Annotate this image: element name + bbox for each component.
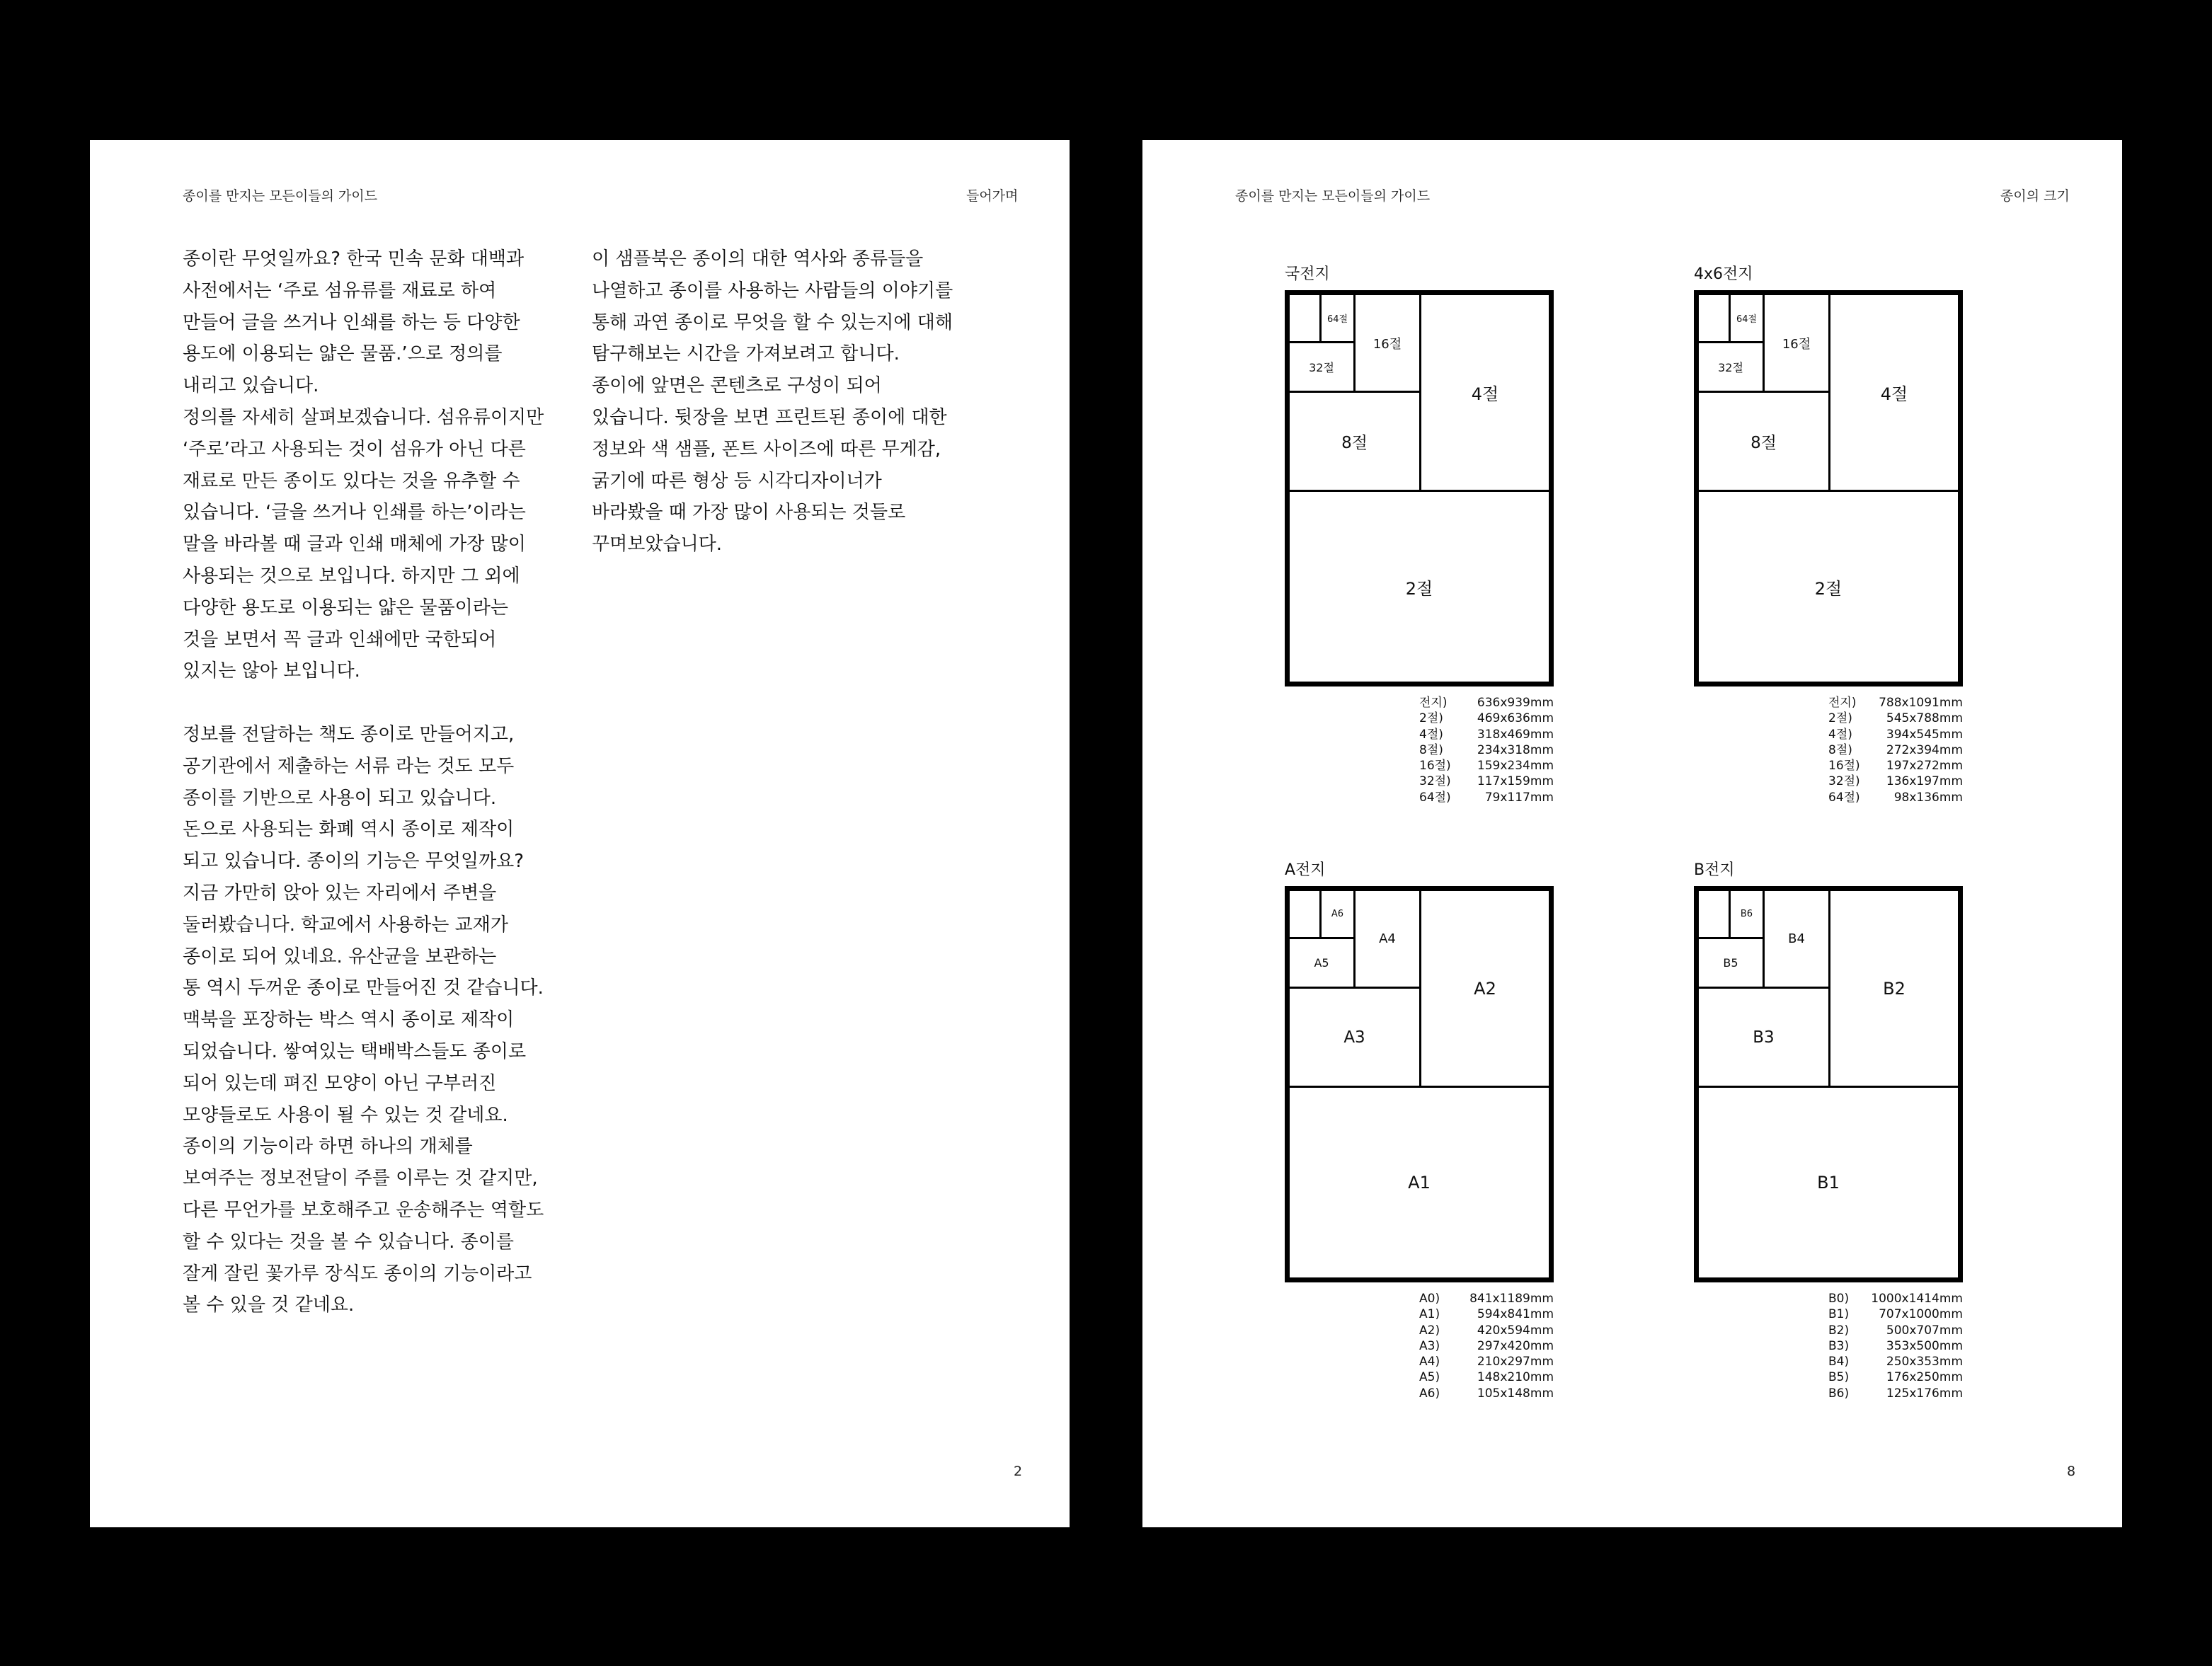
text-line: 보여주는 정보전달이 주를 이루는 것 같지만, <box>183 1168 538 1190</box>
spec-row <box>1419 742 1554 758</box>
size-label: A3 <box>1343 1028 1365 1047</box>
text-line: 되었습니다. 쌓여있는 택배박스들도 종이로 <box>183 1040 527 1062</box>
size-cell-sixtyfourth <box>1319 889 1356 939</box>
text-line: 통해 과연 종이로 무엇을 할 수 있는지에 대해 <box>592 311 953 333</box>
spec-row <box>1419 695 1554 711</box>
paper-size-diagram <box>1694 886 1963 1282</box>
spec-size: 148x210mm <box>1477 1370 1554 1385</box>
spec-size: 234x318mm <box>1477 742 1554 757</box>
spec-row <box>1828 1323 1963 1338</box>
size-label: B2 <box>1883 978 1906 999</box>
text-line: 내리고 있습니다. <box>183 375 319 397</box>
size-label: 2절 <box>1405 578 1433 599</box>
size-cell-eighth <box>1288 391 1421 492</box>
size-label: 4절 <box>1880 384 1908 404</box>
right-page-number: 8 <box>2067 1464 2076 1479</box>
spec-name: B2) <box>1828 1323 1850 1338</box>
spec-size: 500x707mm <box>1886 1323 1963 1338</box>
spec-name: B5) <box>1828 1370 1850 1385</box>
text-line: 종이란 무엇일까요? 한국 민속 문화 대백과 <box>183 248 525 270</box>
size-label: 4절 <box>1471 384 1499 404</box>
chart-title: A전지 <box>1285 861 1326 879</box>
spec-size: 250x353mm <box>1886 1355 1963 1369</box>
right-section-title: 종이의 크기 <box>2000 188 2070 204</box>
spec-size: 788x1091mm <box>1879 696 1963 710</box>
size-cell-smallest <box>1697 293 1731 343</box>
size-label: 2절 <box>1814 578 1843 599</box>
text-line: 이 샘플북은 종이의 대한 역사와 종류들을 <box>592 248 924 270</box>
paper-size-diagram <box>1285 886 1554 1282</box>
text-line: 종이로 되어 있네요. 유산균을 보관하는 <box>183 946 497 967</box>
body-column-1 <box>183 243 544 1321</box>
text-line: 볼 수 있을 것 같네요. <box>183 1294 355 1316</box>
text-line: 용도에 이용되는 얇은 물품.’으로 정의를 <box>183 343 503 365</box>
size-label: B1 <box>1817 1173 1840 1193</box>
spec-name: A6) <box>1419 1386 1440 1401</box>
spec-size: 297x420mm <box>1477 1338 1554 1353</box>
spec-row <box>1828 758 1963 774</box>
text-line: 모양들로도 사용이 될 수 있는 것 같네요. <box>183 1104 508 1126</box>
size-cell-sixteenth <box>1353 889 1421 989</box>
spec-size: 707x1000mm <box>1879 1307 1963 1322</box>
size-cell-half <box>1288 490 1551 684</box>
chart-title: 4x6전지 <box>1694 265 1753 283</box>
paper-size-diagram <box>1285 290 1554 686</box>
paper-size-diagram <box>1694 290 1963 686</box>
size-cell-half <box>1697 1086 1960 1280</box>
spec-name: 32절) <box>1419 774 1451 789</box>
spec-size: 353x500mm <box>1886 1338 1963 1353</box>
text-line: 말을 바라볼 때 글과 인쇄 매체에 가장 많이 <box>183 534 526 556</box>
spec-name: 전지) <box>1419 696 1448 710</box>
size-spec-list <box>1828 695 1963 805</box>
size-cell-sixtyfourth <box>1319 293 1356 343</box>
spec-name: 8절) <box>1419 742 1443 757</box>
text-line: 사전에서는 ‘주로 섬유류를 재료로 하여 <box>183 280 497 301</box>
text-line: 정의를 자세히 살펴보겠습니다. 섬유류이지만 <box>183 406 544 428</box>
spec-size: 79x117mm <box>1484 790 1554 805</box>
text-line: 할 수 있다는 것을 볼 수 있습니다. 종이를 <box>183 1231 514 1253</box>
spec-row <box>1419 1369 1554 1385</box>
spec-size: 318x469mm <box>1477 727 1554 742</box>
size-label: B6 <box>1740 909 1753 919</box>
spec-row <box>1828 711 1963 726</box>
size-label: A2 <box>1474 978 1496 999</box>
spec-size: 210x297mm <box>1477 1355 1554 1369</box>
size-cell-sixtyfourth <box>1729 293 1765 343</box>
text-line: 있습니다. ‘글을 쓰거나 인쇄를 하는’이라는 <box>183 502 526 524</box>
spec-name: A1) <box>1419 1307 1440 1322</box>
spec-name: A2) <box>1419 1323 1440 1338</box>
size-cell-sixteenth <box>1763 293 1830 393</box>
text-line <box>183 687 544 719</box>
spec-row <box>1828 1386 1963 1401</box>
chart-title: 국전지 <box>1285 265 1330 283</box>
text-line: ‘주로’라고 사용되는 것이 섬유가 아닌 다른 <box>183 438 526 460</box>
left-page-number: 2 <box>1014 1464 1023 1479</box>
size-label: 32절 <box>1309 361 1334 374</box>
spec-row <box>1419 1323 1554 1338</box>
text-line: 공기관에서 제출하는 서류 라는 것도 모두 <box>183 755 515 777</box>
spec-row <box>1419 727 1554 742</box>
size-label: 8절 <box>1750 434 1777 452</box>
spec-name: A5) <box>1419 1370 1440 1385</box>
spec-size: 636x939mm <box>1477 696 1554 710</box>
text-line: 돈으로 사용되는 화폐 역시 종이로 제작이 <box>183 819 515 841</box>
spec-name: 64절) <box>1419 790 1451 805</box>
size-cell-thirtysecond <box>1288 341 1356 393</box>
text-line: 재료로 만든 종이도 있다는 것을 유추할 수 <box>183 470 520 492</box>
text-line: 바라봤을 때 가장 많이 사용되는 것들로 <box>592 502 906 524</box>
text-line: 탐구해보는 시간을 가져보려고 합니다. <box>592 343 900 365</box>
spec-name: 2절) <box>1419 711 1443 726</box>
spec-size: 1000x1414mm <box>1871 1292 1963 1306</box>
size-cell-sixtyfourth <box>1729 889 1765 939</box>
spec-name: 16절) <box>1828 759 1860 774</box>
spec-name: 64절) <box>1828 790 1860 805</box>
spec-name: 32절) <box>1828 774 1860 789</box>
left-section-title: 들어가며 <box>966 188 1019 204</box>
spec-name: 4절) <box>1419 727 1443 742</box>
size-cell-smallest <box>1288 293 1322 343</box>
text-line: 되어 있는데 펴진 모양이 아닌 구부러진 <box>183 1072 497 1094</box>
text-line: 꾸며보았습니다. <box>592 534 723 556</box>
spec-row <box>1419 790 1554 805</box>
spec-row <box>1419 1306 1554 1322</box>
spec-row <box>1828 774 1963 789</box>
spec-row <box>1419 774 1554 789</box>
spec-size: 545x788mm <box>1886 711 1963 726</box>
size-cell-eighth <box>1288 987 1421 1088</box>
size-label: 16절 <box>1782 336 1811 352</box>
spec-name: B0) <box>1828 1292 1850 1306</box>
body-column-2 <box>592 243 953 561</box>
text-line: 맥북을 포장하는 박스 역시 종이로 제작이 <box>183 1009 515 1031</box>
spec-name: B3) <box>1828 1338 1850 1353</box>
spec-size: 394x545mm <box>1886 727 1963 742</box>
chart-title: B전지 <box>1694 861 1735 879</box>
spec-size: 125x176mm <box>1886 1386 1963 1401</box>
text-line: 만들어 글을 쓰거나 인쇄를 하는 등 다양한 <box>183 311 520 333</box>
size-cell-sixteenth <box>1763 889 1830 989</box>
size-cell-smallest <box>1288 889 1322 939</box>
text-line: 되고 있습니다. 종이의 기능은 무엇일까요? <box>183 851 525 873</box>
size-cell-thirtysecond <box>1697 937 1765 989</box>
text-line: 다른 무언가를 보호해주고 운송해주는 역할도 <box>183 1199 544 1221</box>
right-running-header: 종이를 만지는 모든이들의 가이드 <box>1235 188 1431 204</box>
spec-name: 4절) <box>1828 727 1852 742</box>
size-spec-list <box>1419 695 1554 805</box>
size-cell-smallest <box>1697 889 1731 939</box>
left-running-header: 종이를 만지는 모든이들의 가이드 <box>183 188 378 204</box>
size-cell-quarter <box>1419 889 1551 1088</box>
size-cell-eighth <box>1697 391 1830 492</box>
size-cell-quarter <box>1828 889 1960 1088</box>
text-line: 굵기에 따른 형상 등 시각디자이너가 <box>592 470 882 492</box>
spec-name: 8절) <box>1828 742 1852 757</box>
spec-row <box>1419 1354 1554 1369</box>
size-cell-quarter <box>1419 293 1551 492</box>
spec-name: 전지) <box>1828 696 1857 710</box>
size-cell-half <box>1288 1086 1551 1280</box>
text-line: 둘러봤습니다. 학교에서 사용하는 교재가 <box>183 914 509 936</box>
size-spec-list <box>1828 1291 1963 1401</box>
size-label: B3 <box>1753 1028 1775 1047</box>
spec-name: B1) <box>1828 1307 1850 1322</box>
spec-name: A3) <box>1419 1338 1440 1353</box>
spec-name: B6) <box>1828 1386 1850 1401</box>
size-label: A5 <box>1314 956 1329 970</box>
size-cell-sixteenth <box>1353 293 1421 393</box>
spec-row <box>1828 1291 1963 1306</box>
spec-size: 98x136mm <box>1893 790 1963 805</box>
size-label: 32절 <box>1718 361 1743 374</box>
spec-row <box>1828 1354 1963 1369</box>
size-label: 64절 <box>1326 314 1348 325</box>
spec-name: 16절) <box>1419 759 1451 774</box>
size-label: 16절 <box>1373 336 1402 352</box>
spec-row <box>1419 1338 1554 1354</box>
spec-name: 2절) <box>1828 711 1852 726</box>
size-label: A6 <box>1331 909 1344 919</box>
spec-row <box>1419 758 1554 774</box>
spec-size: 197x272mm <box>1886 759 1963 774</box>
spec-row <box>1828 727 1963 742</box>
text-line: 종이에 앞면은 콘텐츠로 구성이 되어 <box>592 375 882 397</box>
spec-row <box>1828 790 1963 805</box>
size-label: B4 <box>1788 931 1805 946</box>
size-label: A4 <box>1379 931 1396 946</box>
spec-row <box>1828 695 1963 711</box>
spec-size: 594x841mm <box>1477 1307 1554 1322</box>
spec-size: 272x394mm <box>1886 742 1963 757</box>
spec-size: 176x250mm <box>1886 1370 1963 1385</box>
text-line: 있습니다. 뒷장을 보면 프린트된 종이에 대한 <box>592 406 947 428</box>
size-cell-quarter <box>1828 293 1960 492</box>
size-cell-half <box>1697 490 1960 684</box>
spec-row <box>1828 742 1963 758</box>
size-cell-thirtysecond <box>1288 937 1356 989</box>
text-line: 정보를 전달하는 책도 종이로 만들어지고, <box>183 723 515 745</box>
spec-size: 841x1189mm <box>1469 1292 1554 1306</box>
text-line: 있지는 않아 보입니다. <box>183 660 360 682</box>
spec-size: 420x594mm <box>1477 1323 1554 1338</box>
spec-size: 159x234mm <box>1477 759 1554 774</box>
spec-name: B4) <box>1828 1355 1850 1369</box>
spec-name: A4) <box>1419 1355 1440 1369</box>
size-spec-list <box>1419 1291 1554 1401</box>
text-line: 종이를 기반으로 사용이 되고 있습니다. <box>183 787 497 809</box>
text-line: 잘게 잘린 꽃가루 장식도 종이의 기능이라고 <box>183 1263 532 1285</box>
spec-name: A0) <box>1419 1292 1440 1306</box>
size-label: A1 <box>1408 1173 1431 1193</box>
text-line: 통 역시 두꺼운 종이로 만들어진 것 같습니다. <box>183 977 544 999</box>
text-line: 다양한 용도로 이용되는 얇은 물품이라는 <box>183 597 509 619</box>
size-label: 64절 <box>1736 314 1758 325</box>
size-label: 8절 <box>1341 434 1368 452</box>
spec-size: 117x159mm <box>1477 774 1554 789</box>
size-cell-eighth <box>1697 987 1830 1088</box>
spec-size: 469x636mm <box>1477 711 1554 726</box>
text-line: 정보와 색 샘플, 폰트 사이즈에 따른 무게감, <box>592 438 941 460</box>
size-cell-thirtysecond <box>1697 341 1765 393</box>
text-line: 나열하고 종이를 사용하는 사람들의 이야기를 <box>592 280 953 301</box>
spec-size: 105x148mm <box>1477 1386 1554 1401</box>
spec-row <box>1419 1291 1554 1306</box>
spec-row <box>1419 711 1554 726</box>
spec-row <box>1828 1306 1963 1322</box>
text-line: 지금 가만히 앉아 있는 자리에서 주변을 <box>183 882 497 904</box>
spec-row <box>1828 1338 1963 1354</box>
text-line: 것을 보면서 꼭 글과 인쇄에만 국한되어 <box>183 628 497 650</box>
text-line: 사용되는 것으로 보입니다. 하지만 그 외에 <box>183 565 520 587</box>
spec-size: 136x197mm <box>1886 774 1963 789</box>
size-label: B5 <box>1723 956 1738 970</box>
text-line: 종이의 기능이라 하면 하나의 개체를 <box>183 1136 473 1158</box>
spec-row <box>1828 1369 1963 1385</box>
spec-row <box>1419 1386 1554 1401</box>
